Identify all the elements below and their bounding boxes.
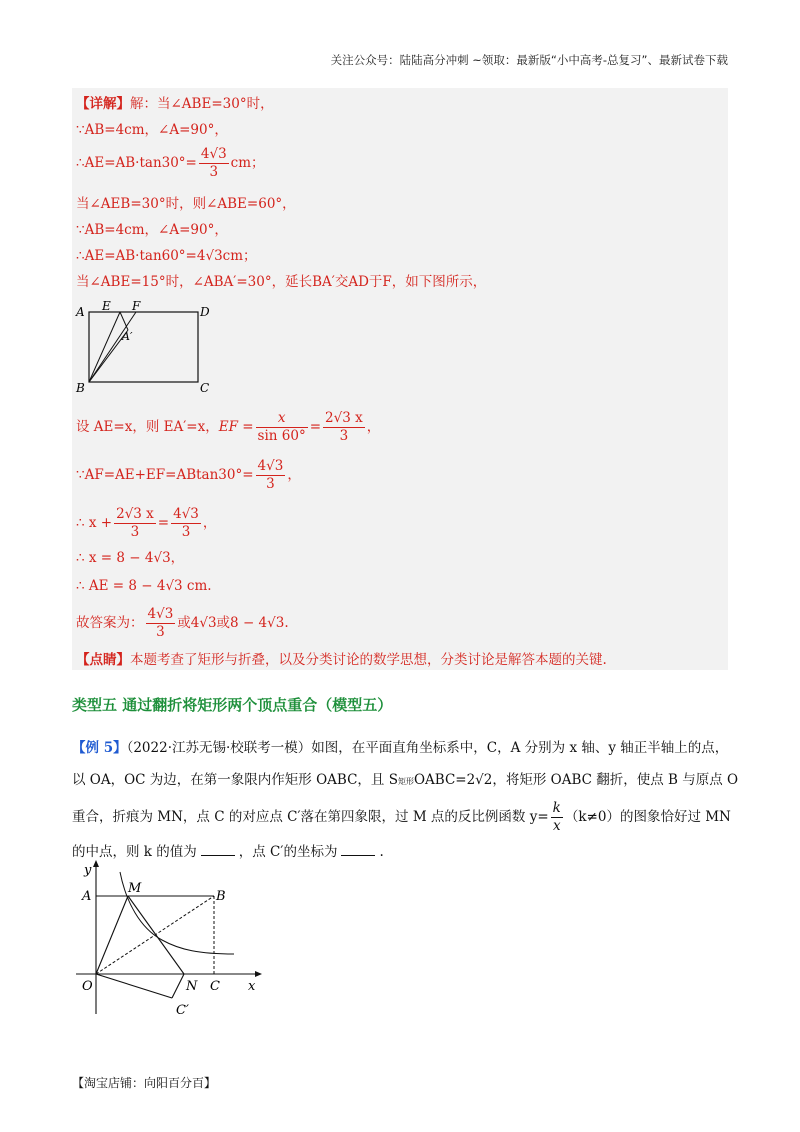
solution-line-2: ∵AB=4cm，∠A=90°，	[76, 122, 228, 138]
label-N: N	[186, 979, 198, 994]
detail-tag: 【详解】	[76, 96, 130, 112]
rectangle-fold-figure	[72, 300, 212, 396]
solution-line-9: ∵AF=AE+EF=ABtan30°= $\frac{4√3}{3}$ ，	[76, 458, 301, 492]
fraction: $\frac{2√3 x}{3}$	[116, 506, 154, 540]
axis-label-x: x	[248, 979, 256, 994]
label-F: F	[132, 300, 141, 313]
fraction: $\frac{4√3}{3}$	[257, 458, 284, 492]
solution-line-7: 当∠ABE=15°时，∠ABA′=30°，延长BA′交AD于F，如下图所示，	[76, 274, 487, 290]
solution-line-6: ∴AE=AB·tan60°=4√3cm；	[76, 248, 257, 264]
solution-line-13: 故答案为： $\frac{4√3}{3}$ 或4√3或8 − 4√3.	[76, 606, 289, 640]
example-line-4: 的中点，则 k 的值为 ，点 C′的坐标为 .	[72, 844, 384, 860]
solution-line-11: ∴ x = 8 − 4√3，	[76, 550, 185, 566]
example-line-3: 重合，折痕为 MN，点 C 的对应点 C′落在第四象限，过 M 点的反比例函数 y= $\frac{k}{x}$ （k≠0）的图象恰好过 MN	[72, 800, 731, 834]
label-D: D	[200, 305, 210, 319]
solution-line-10: ∴ x + $\frac{2√3 x}{3}$ = $\frac{4√3}{3}$ ，	[76, 506, 217, 540]
axis-label-y: y	[84, 863, 92, 878]
fraction: $\frac{4√3}{3}$	[200, 146, 227, 180]
solution-line-3: ∴AE=AB·tan30°= $\frac{4√3}{3}$ cm；	[76, 146, 265, 180]
fraction: $\frac{x}{\sin 60^\circ}$	[257, 410, 306, 444]
label-A: A	[82, 889, 92, 904]
solution-line-4: 当∠AEB=30°时，则∠ABE=60°，	[76, 196, 296, 212]
answer-blank-c-prime[interactable]	[341, 855, 375, 856]
label-E: E	[102, 300, 111, 313]
solution-line-5: ∵AB=4cm，∠A=90°，	[76, 222, 228, 238]
page-header: 关注公众号：陆陆高分冲刺 ~领取：最新版“小中高考-总复习”、最新试卷下载	[330, 53, 728, 67]
label-A: A	[76, 305, 85, 319]
remark-tag: 【点睛】	[76, 652, 130, 668]
solution-line-12: ∴ AE = 8 − 4√3 cm.	[76, 578, 212, 594]
label-B: B	[216, 889, 226, 904]
fraction: $\frac{4√3}{3}$	[147, 606, 174, 640]
answer-blank-k[interactable]	[201, 855, 235, 856]
section-title: 类型五 通过翻折将矩形两个顶点重合（模型五）	[72, 696, 393, 714]
coordinate-fold-figure	[70, 858, 270, 1028]
solution-line-8: 设 AE=x，则 EA′=x，EF = $\frac{x}{\sin 60^\circ}$ = $\frac{2√3 x}{3}$ ，	[76, 410, 381, 444]
fraction: $\frac{k}{x}$	[552, 800, 561, 834]
label-B: B	[76, 381, 85, 395]
solution-line-1: 【详解】解：当∠ABE=30°时，	[76, 96, 274, 112]
label-C: C	[210, 979, 220, 994]
solution-box	[72, 88, 728, 670]
fraction: $\frac{2√3 x}{3}$	[325, 410, 363, 444]
label-O: O	[82, 979, 93, 994]
label-A-prime: A′	[122, 330, 133, 343]
example-line-1: 【例 5】（2022·江苏无锡·校联考一模）如图，在平面直角坐标系中，C，A 分别为 x 轴、y 轴正半轴上的点，	[72, 740, 729, 756]
solution-line-14: 【点睛】本题考查了矩形与折叠，以及分类讨论的数学思想，分类讨论是解答本题的关键.	[76, 652, 607, 668]
label-C: C	[200, 381, 210, 395]
label-M: M	[128, 881, 142, 896]
fraction: $\frac{4√3}{3}$	[173, 506, 199, 540]
example-label: 【例 5】	[72, 740, 127, 756]
page-footer: 【淘宝店铺：向阳百分百】	[72, 1076, 217, 1090]
example-line-2: 以 OA，OC 为边，在第一象限内作矩形 OABC，且 S矩形OABC=2√2，将矩形 OABC 翻折，使点 B 与原点 O	[72, 772, 739, 788]
label-C-prime: C′	[176, 1003, 189, 1018]
